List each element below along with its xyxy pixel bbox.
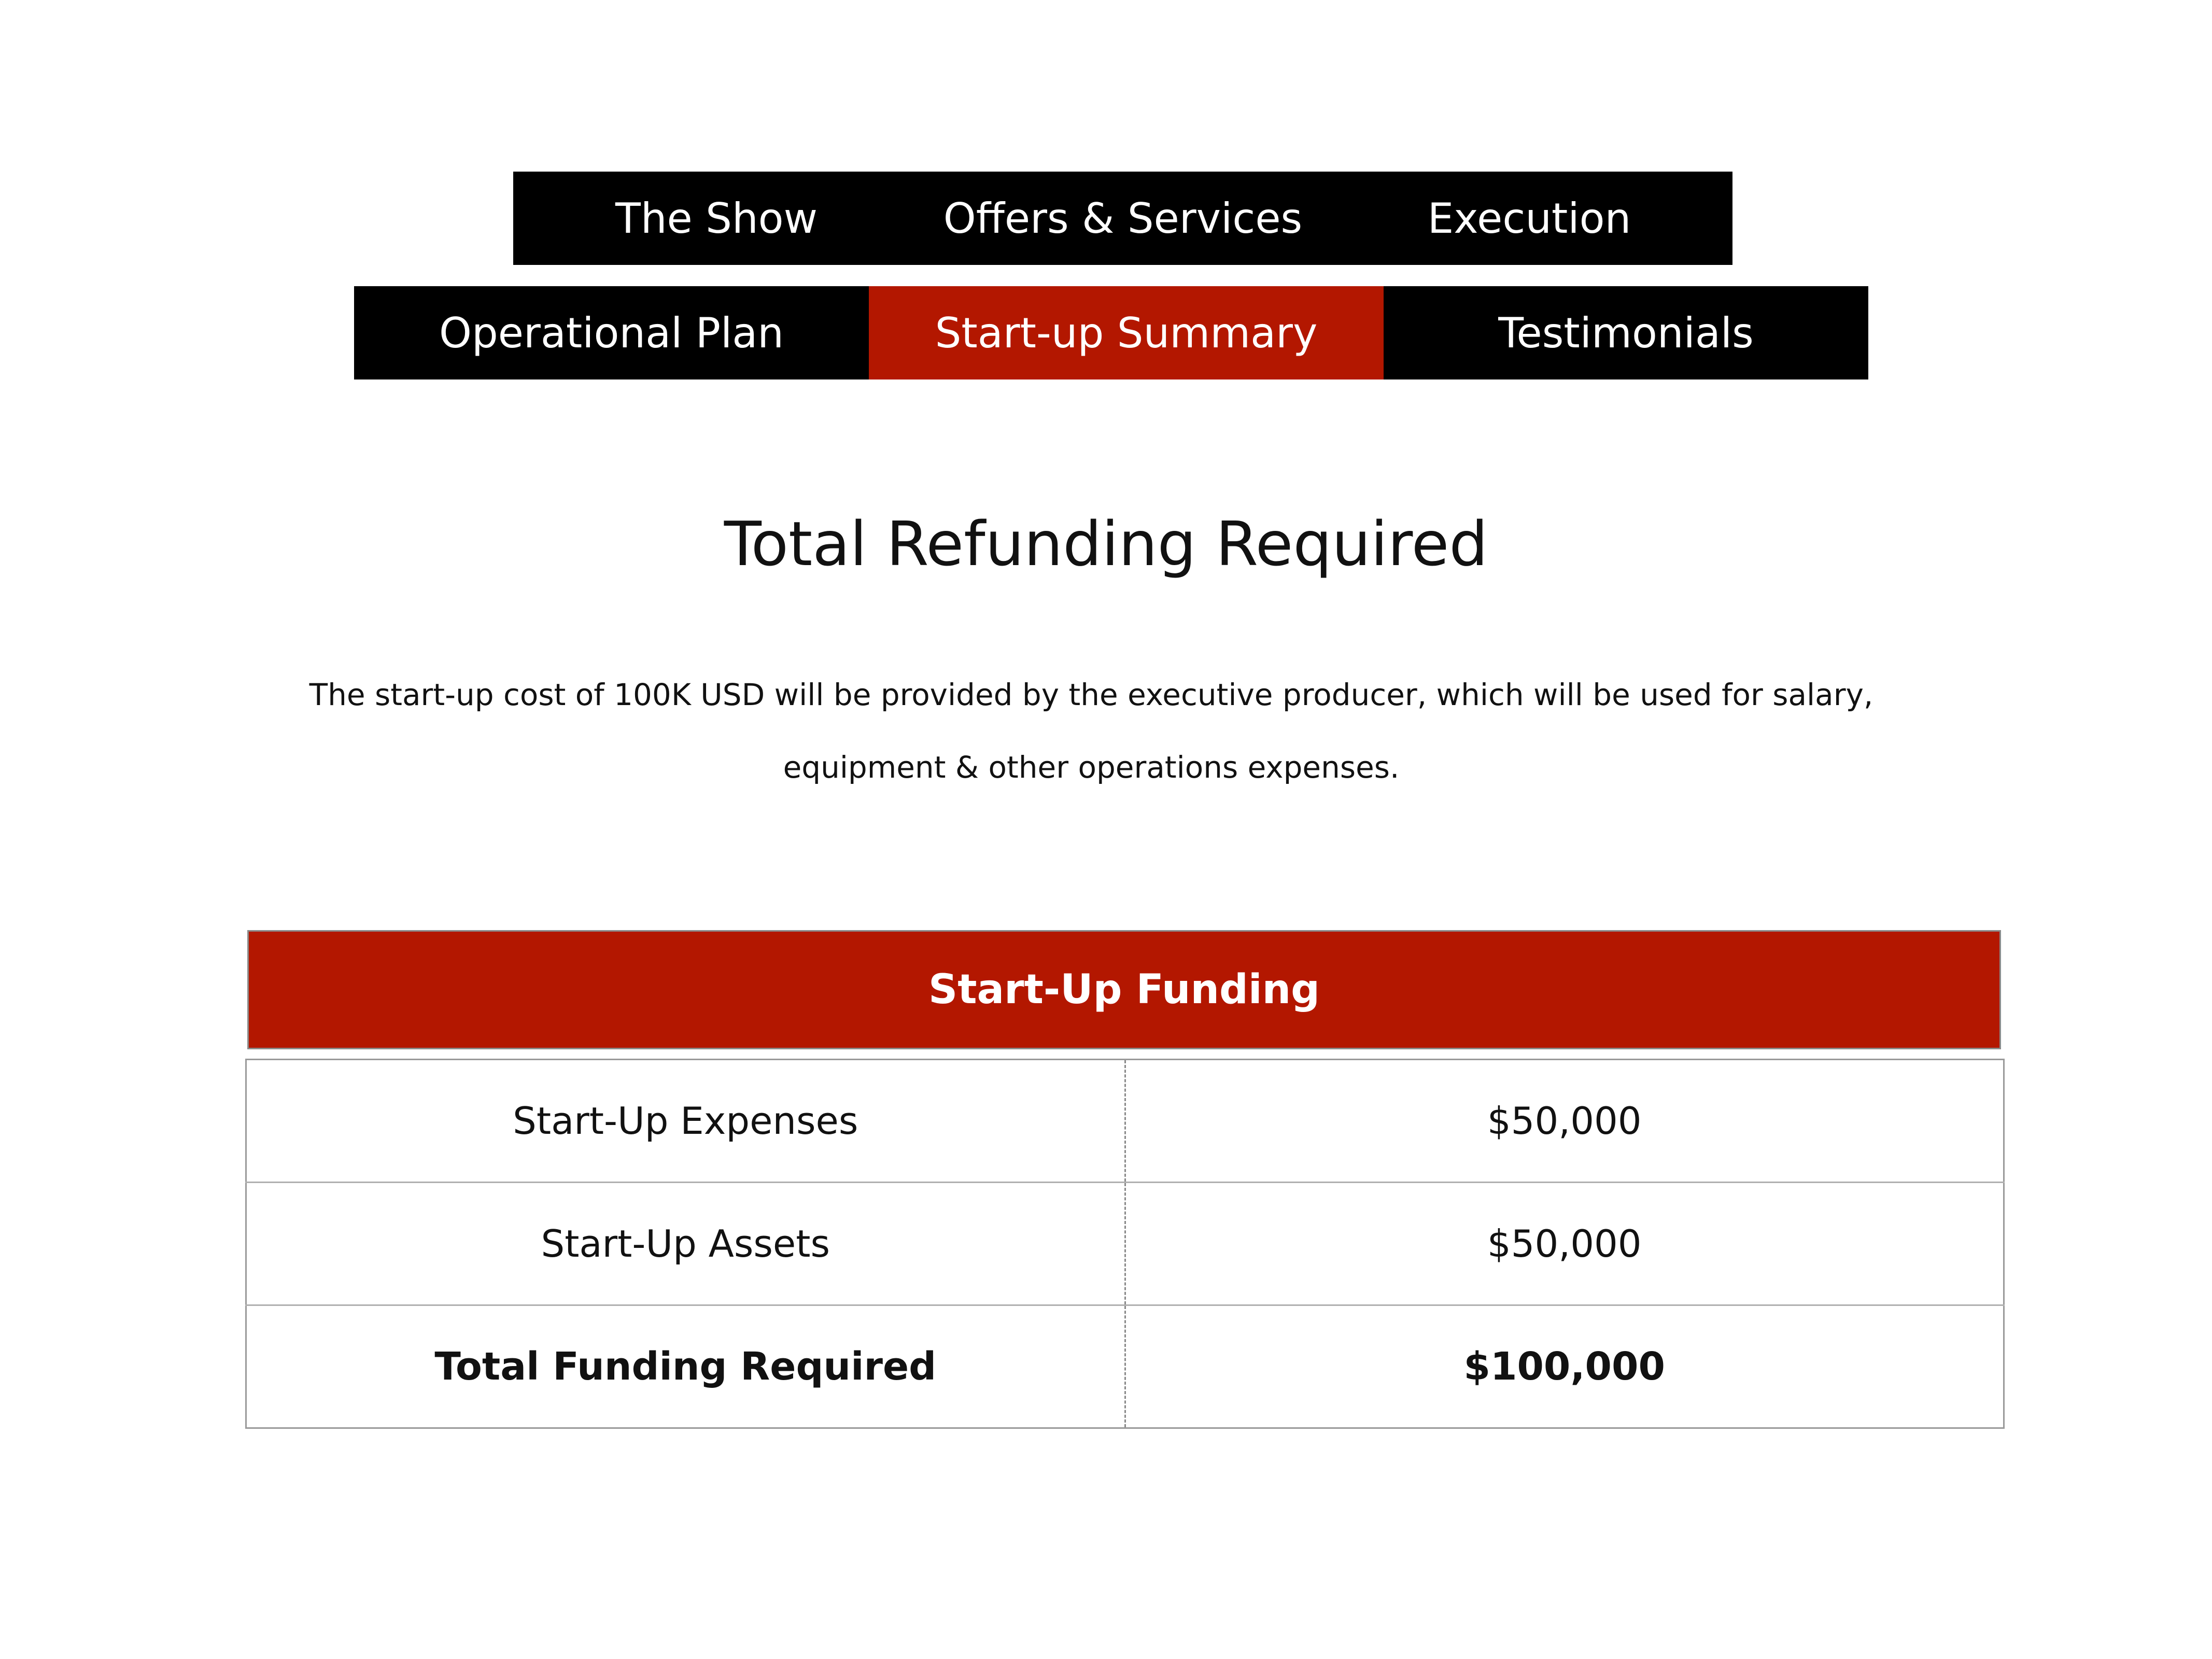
nav-row-primary bbox=[513, 172, 1732, 265]
page-title: Total Refunding Required bbox=[724, 508, 1488, 580]
nav-tab-testimonials[interactable]: Testimonials bbox=[1498, 308, 1754, 357]
row-value: $50,000 bbox=[1487, 1099, 1642, 1143]
table-row bbox=[246, 1060, 2004, 1183]
nav-tab-operational-plan[interactable]: Operational Plan bbox=[439, 308, 784, 357]
nav-tab-execution[interactable]: Execution bbox=[1427, 194, 1631, 243]
table-row-total bbox=[246, 1305, 2004, 1428]
table-row bbox=[246, 1183, 2004, 1305]
row-label: Start-Up Expenses bbox=[246, 1060, 1125, 1183]
row-value: $50,000 bbox=[1125, 1183, 2004, 1305]
nav-tab-the-show[interactable]: The Show bbox=[615, 194, 818, 243]
total-value: $100,000 bbox=[1125, 1305, 2004, 1428]
nav-tab-offers-services[interactable]: Offers & Services bbox=[943, 194, 1303, 243]
nav-row-secondary bbox=[354, 286, 1868, 379]
funding-table bbox=[245, 1059, 2005, 1429]
row-label: Start-Up Assets bbox=[246, 1183, 1125, 1305]
intro-paragraph: The start-up cost of 100K USD will be provided by the executive producer, which will be used for salary, equipment & other operations expenses. bbox=[309, 677, 1873, 785]
total-label: Total Funding Required bbox=[246, 1305, 1125, 1428]
funding-table-header: Start-Up Funding bbox=[247, 930, 2001, 1049]
nav-tab-startup-summary[interactable]: Start-up Summary bbox=[869, 286, 1384, 379]
